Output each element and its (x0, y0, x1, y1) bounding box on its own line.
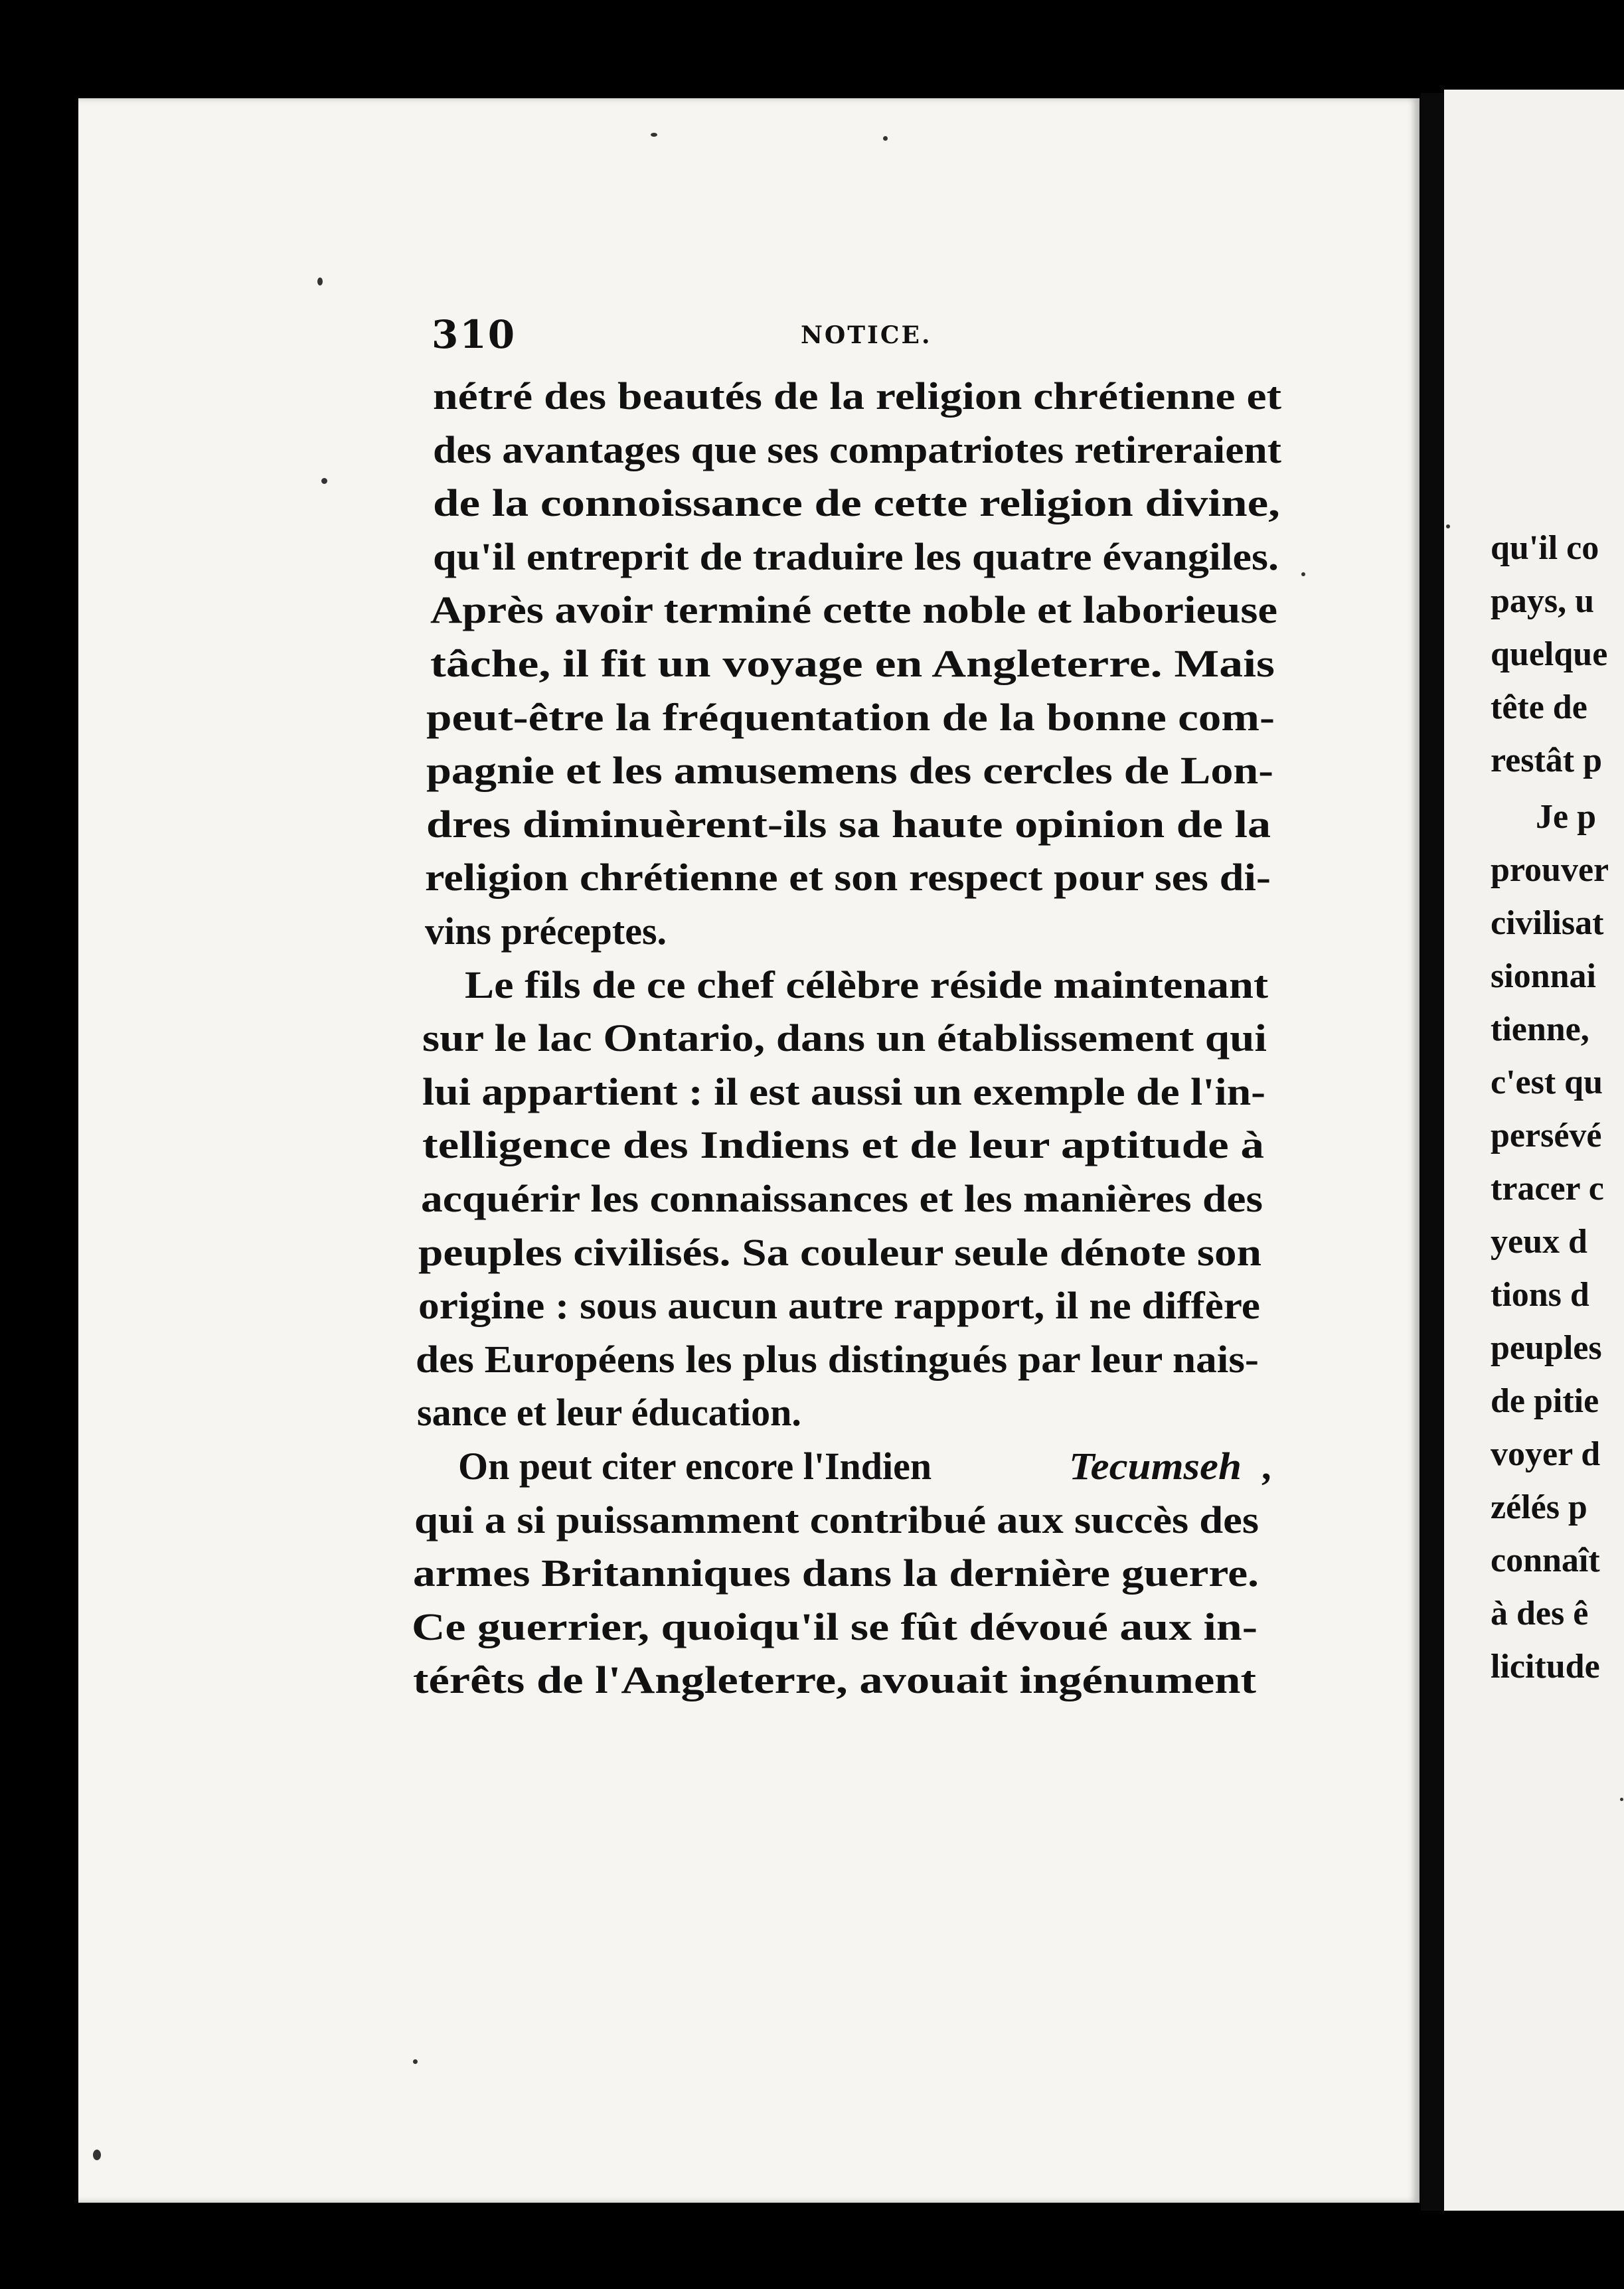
text-line: origine : sous aucun autre rapport, il ne diffère (418, 1284, 1260, 1328)
running-head (432, 312, 1268, 358)
text-line: lui appartient : il est aussi un exemple de l'in- (422, 1069, 1266, 1113)
facing-text-fragment: quelque (1491, 635, 1608, 673)
facing-text-fragment: c'est qu (1491, 1064, 1603, 1101)
text-line: religion chrétienne et son respect pour ses di- (425, 856, 1271, 900)
facing-text-fragment: tracer c (1491, 1170, 1604, 1208)
text-line: qu'il entreprit de traduire les quatre évangiles. (433, 534, 1279, 578)
facing-text-fragment: prouver (1491, 851, 1609, 889)
facing-text-fragment: tête de (1491, 688, 1587, 726)
text-line: tâche, il fit un voyage en Angleterre. Mais (430, 642, 1275, 685)
facing-text-fragment: à des ê (1491, 1595, 1589, 1632)
text-line: sur le lac Ontario, dans un établissement qui (422, 1016, 1267, 1060)
text-line: de la connoissance de cette religion divine, (433, 481, 1280, 525)
facing-text-fragment: Je p (1536, 798, 1596, 836)
facing-text-fragment: sionnai (1491, 957, 1596, 995)
text-line: peuples civilisés. Sa couleur seule dénote son (418, 1230, 1262, 1274)
facing-text-fragment: tions d (1491, 1276, 1589, 1314)
facing-text-fragment: voyer d (1491, 1435, 1601, 1473)
running-head-title: NOTICE. (801, 321, 932, 349)
right-page (1444, 90, 1624, 2211)
page-number: 310 (432, 312, 517, 357)
text-line: Le fils de ce chef célèbre réside maintenant (465, 963, 1268, 1006)
facing-text-fragment: zélés p (1491, 1488, 1587, 1526)
text-line: des Européens les plus distingués par leur nais- (416, 1337, 1259, 1381)
italic-name: Tecumseh (1069, 1445, 1242, 1488)
text-line: armes Britanniques dans la dernière guerre. (413, 1551, 1259, 1595)
text-line: peut-être la fréquentation de la bonne com- (426, 695, 1275, 739)
facing-text-fragment: qu'il co (1491, 529, 1599, 567)
facing-text-fragment: pays, u (1491, 582, 1595, 620)
facing-text-fragment: tienne, (1491, 1010, 1589, 1048)
facing-text-fragment: restât p (1491, 742, 1603, 779)
text-line: des avantages que ses compatriotes retireraient (433, 428, 1281, 471)
facing-text-fragment: civilisat (1491, 904, 1604, 942)
text-line: vins préceptes. (425, 909, 667, 953)
text-line: On peut citer encore l'Indien (458, 1445, 941, 1488)
italic-suffix: , (1261, 1445, 1271, 1488)
text-line: Après avoir terminé cette noble et laborieuse (430, 588, 1278, 632)
facing-text-fragment: persévé (1491, 1117, 1602, 1154)
facing-text-fragment: peuples (1491, 1329, 1602, 1367)
facing-text-fragment: yeux d (1491, 1223, 1587, 1261)
facing-text-fragment: de pitie (1491, 1382, 1599, 1420)
text-line: dres diminuèrent-ils sa haute opinion de la (426, 802, 1271, 846)
text-line: telligence des Indiens et de leur aptitude à (422, 1123, 1265, 1167)
facing-text-fragment: connaît (1491, 1541, 1600, 1579)
text-line: térêts de l'Angleterre, avouait ingénument (413, 1658, 1257, 1702)
text-line: Ce guerrier, quoiqu'il se fût dévoué aux in- (412, 1605, 1258, 1648)
text-line: acquérir les connaissances et les manières des (421, 1177, 1263, 1220)
text-line: pagnie et les amusemens des cercles de Lon- (426, 749, 1273, 793)
text-line: nétré des beautés de la religion chrétienne et (433, 374, 1282, 418)
text-line: sance et leur éducation. (417, 1391, 801, 1435)
facing-text-fragment: licitude (1491, 1648, 1600, 1686)
book-gutter (1421, 93, 1443, 2211)
text-line: qui a si puissamment contribué aux succès des (414, 1498, 1259, 1541)
